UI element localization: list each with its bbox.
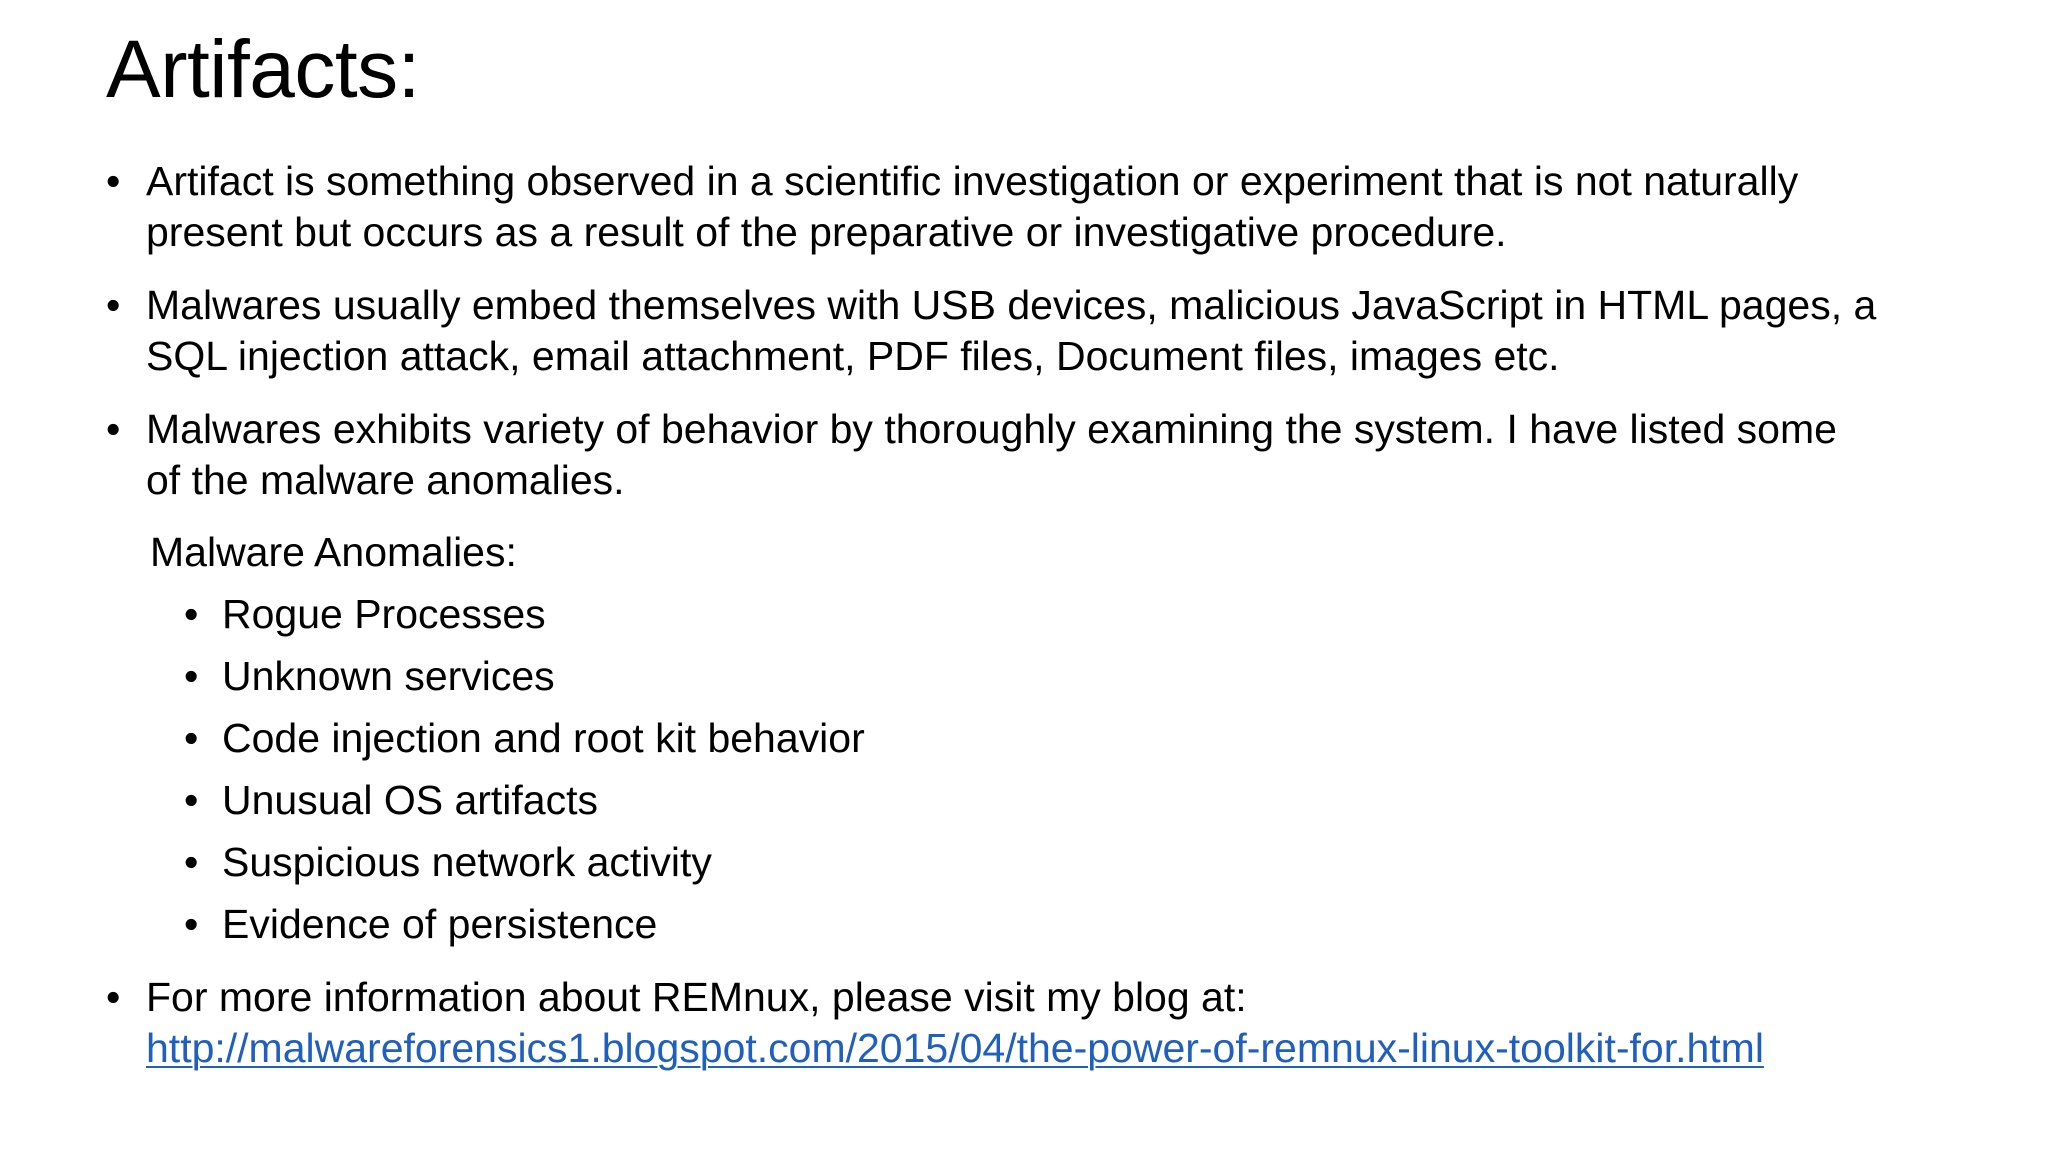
bullet-line: SQL injection attack, email attachment, PDF files, Document files, images etc. xyxy=(146,333,1560,379)
bullet-line: Malwares exhibits variety of behavior by thoroughly examining the system. I have listed some xyxy=(146,406,1837,452)
bullet-line: present but occurs as a result of the preparative or investigative procedure. xyxy=(146,209,1507,255)
bullet-dot: • xyxy=(106,406,121,452)
bullet-line: Artifact is something observed in a scientific investigation or experiment that is not naturally xyxy=(146,158,1799,204)
anomaly-text: Rogue Processes xyxy=(222,591,546,637)
bullet-dot: • xyxy=(184,591,199,637)
bullet-line: For more information about REMnux, please visit my blog at: xyxy=(146,974,1247,1020)
bullet-dot: • xyxy=(184,901,199,947)
anomaly-text: Unknown services xyxy=(222,653,555,699)
bullet-text xyxy=(146,280,1986,382)
bullet-dot: • xyxy=(106,974,121,1020)
bullet-dot: • xyxy=(184,653,199,699)
bullet-text xyxy=(146,156,1986,258)
bullet-line: Malwares usually embed themselves with USB devices, malicious JavaScript in HTML pages, a xyxy=(146,282,1877,328)
bullet-dot: • xyxy=(184,777,199,823)
bullet-text xyxy=(146,404,1986,506)
slide-title: Artifacts: xyxy=(106,24,420,115)
anomaly-text: Unusual OS artifacts xyxy=(222,777,598,823)
bullet-text xyxy=(146,972,1986,1074)
anomaly-text: Suspicious network activity xyxy=(222,839,712,885)
bullet-dot: • xyxy=(184,715,199,761)
bullet-dot: • xyxy=(184,839,199,885)
anomaly-text: Code injection and root kit behavior xyxy=(222,715,865,761)
anomalies-heading: Malware Anomalies: xyxy=(150,529,517,575)
anomaly-text: Evidence of persistence xyxy=(222,901,658,947)
bullet-line: of the malware anomalies. xyxy=(146,457,625,503)
bullet-dot: • xyxy=(106,282,121,328)
bullet-dot: • xyxy=(106,158,121,204)
blog-link[interactable]: http://malwareforensics1.blogspot.com/2015/04/the-power-of-remnux-linux-toolkit-for.html xyxy=(146,1025,1764,1071)
